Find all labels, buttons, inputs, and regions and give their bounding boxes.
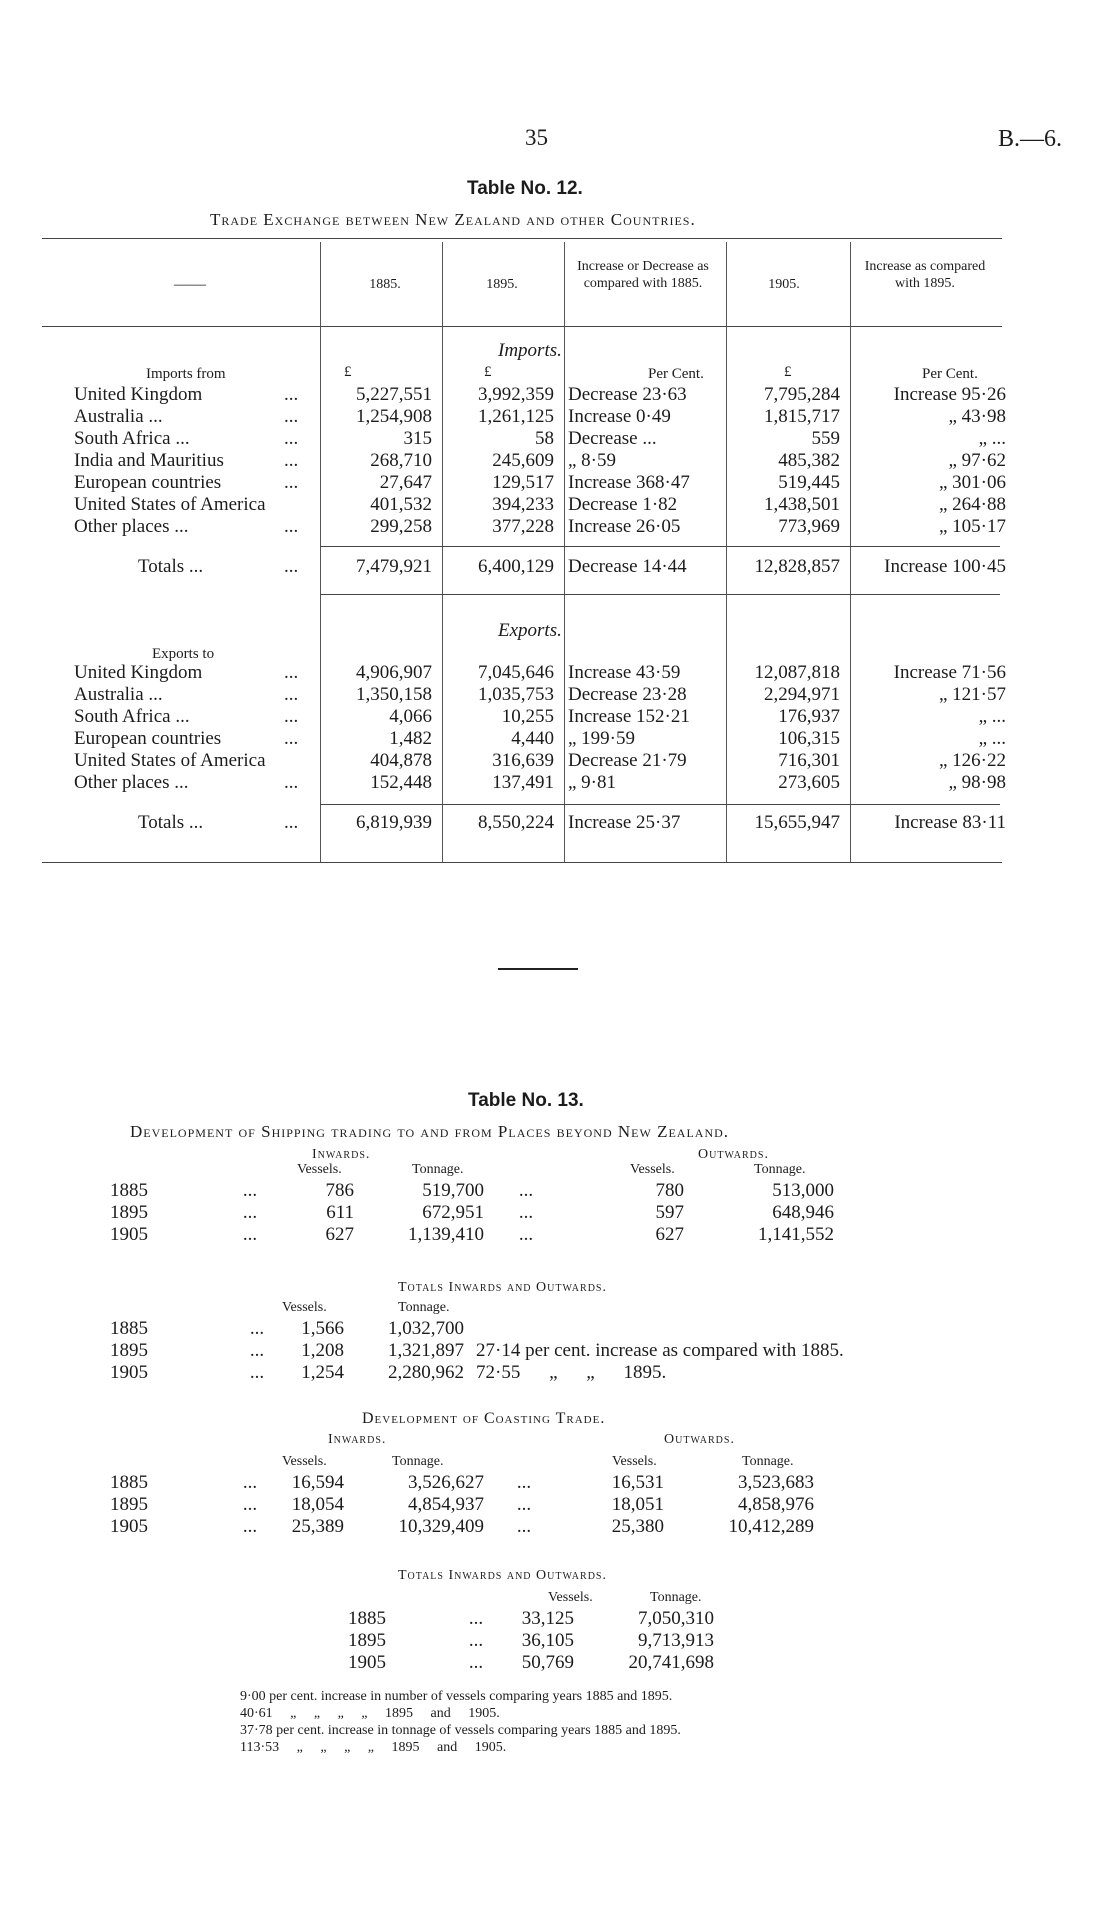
table-row — [110, 1180, 834, 1202]
inwards-vessels: 627 — [325, 1224, 354, 1245]
table-row — [74, 406, 1006, 428]
table-row — [74, 472, 1006, 494]
year: 1905 — [110, 1224, 148, 1245]
value-1905: 716,301 — [778, 750, 840, 771]
leader-dots: ... — [516, 1472, 532, 1493]
table-row — [110, 1318, 964, 1340]
value-1885: 152,448 — [370, 772, 432, 793]
value-1885: 401,532 — [370, 494, 432, 515]
value-1895: 316,639 — [492, 750, 554, 771]
coasting-out-tonnage-label: Tonnage. — [742, 1454, 794, 1469]
totals-tonnage-label: Tonnage. — [398, 1300, 450, 1315]
leader-dots: ... — [242, 1180, 258, 1201]
leader-dots: ... — [284, 812, 299, 833]
leader-dots: ... — [242, 1472, 258, 1493]
value-1905: 519,445 — [778, 472, 840, 493]
page-number: 35 — [525, 125, 548, 150]
year: 1885 — [110, 1318, 148, 1339]
change-1895: „ 105·17 — [938, 516, 1006, 537]
total-vessels: 1,566 — [301, 1318, 344, 1339]
inwards-tonnage: 519,700 — [422, 1180, 484, 1201]
value-1905: 2,294,971 — [764, 684, 840, 705]
change-1885: Decrease 1·82 — [568, 494, 678, 515]
inwards-tonnage: 4,854,937 — [408, 1494, 484, 1515]
change-1895: „ ... — [978, 428, 1006, 449]
coasting-totals-tonnage-label: Tonnage. — [650, 1590, 702, 1605]
value-1885: 404,878 — [370, 750, 432, 771]
value-1905: 7,795,284 — [764, 384, 840, 405]
coasting-inwards-label: Inwards. — [328, 1432, 387, 1447]
leader-dots: ... — [284, 516, 299, 537]
total-change-1885: Increase 25·37 — [568, 812, 681, 833]
value-1895: 377,228 — [492, 516, 554, 537]
value-1895: 394,233 — [492, 494, 554, 515]
leader-dots: ... — [468, 1652, 484, 1673]
shipping-in-vessels-label: Vessels. — [297, 1162, 342, 1177]
value-1885: 315 — [403, 428, 432, 449]
year: 1885 — [110, 1472, 148, 1493]
value-1905: 485,382 — [778, 450, 840, 471]
table-row — [74, 494, 1006, 516]
value-1895: 1,035,753 — [478, 684, 554, 705]
change-1895: „ ... — [978, 706, 1006, 727]
imports-bottom-rule — [320, 594, 1000, 595]
country: India and Mauritius — [74, 450, 224, 471]
leader-dots: ... — [468, 1630, 484, 1651]
imports-section-title: Imports. — [498, 340, 562, 361]
leader-dots: ... — [518, 1180, 534, 1201]
coasting-in-vessels-label: Vessels. — [282, 1454, 327, 1469]
country: Australia ... — [74, 406, 163, 427]
table-row — [110, 1340, 964, 1362]
table12-top-rule — [42, 238, 1002, 239]
table-row — [348, 1630, 714, 1652]
table-row — [74, 772, 1006, 794]
total-1895: 8,550,224 — [478, 812, 554, 833]
outwards-vessels: 780 — [655, 1180, 684, 1201]
leader-dots: ... — [516, 1516, 532, 1537]
table-row — [74, 384, 1006, 406]
change-1895: „ 301·06 — [938, 472, 1006, 493]
exports-totals — [74, 812, 1006, 834]
leader-dots: ... — [284, 428, 299, 449]
outwards-tonnage: 1,141,552 — [758, 1224, 834, 1245]
table-row — [348, 1652, 714, 1674]
table-row — [110, 1516, 814, 1538]
change-1895: Increase 71·56 — [893, 662, 1006, 683]
imports-totals — [74, 556, 1006, 578]
inwards-tonnage: 10,329,409 — [398, 1516, 484, 1537]
change-1885: „ 199·59 — [568, 728, 636, 749]
header-change-1885: Increase or Decrease as compared with 1885. — [577, 259, 709, 291]
value-1905: 273,605 — [778, 772, 840, 793]
change-1885: „ 9·81 — [568, 772, 617, 793]
country: European countries — [74, 472, 222, 493]
table-row — [74, 450, 1006, 472]
leader-dots: ... — [284, 662, 299, 683]
year: 1905 — [348, 1652, 386, 1673]
year: 1895 — [348, 1630, 386, 1651]
year: 1905 — [110, 1516, 148, 1537]
footnote: 37·78 per cent. increase in tonnage of vessels comparing years 1885 and 1895. — [240, 1723, 681, 1738]
value-1905: 559 — [811, 428, 840, 449]
value-1905: 1,438,501 — [764, 494, 840, 515]
value-1885: 1,350,158 — [356, 684, 432, 705]
table-row — [74, 728, 1006, 750]
coasting-in-tonnage-label: Tonnage. — [392, 1454, 444, 1469]
footnote: 113·53 „ „ „ „ 1895 and 1905. — [240, 1740, 507, 1755]
leader-dots: ... — [284, 472, 299, 493]
shipping-totals-title: Totals Inwards and Outwards. — [398, 1280, 607, 1295]
header-1905: 1905. — [768, 277, 800, 292]
leader-dots: ... — [249, 1340, 265, 1361]
value-1905: 106,315 — [778, 728, 840, 749]
shipping-in-tonnage-label: Tonnage. — [412, 1162, 464, 1177]
header-1895: 1895. — [486, 277, 518, 292]
shipping-outwards-label: Outwards. — [698, 1147, 769, 1162]
country: United States of America — [74, 750, 266, 771]
table-row — [74, 516, 1006, 538]
year: 1895 — [110, 1202, 148, 1223]
total-tonnage: 20,741,698 — [628, 1652, 714, 1673]
value-1905: 773,969 — [778, 516, 840, 537]
value-1905: 176,937 — [778, 706, 840, 727]
total-change-1895: Increase 100·45 — [884, 556, 1006, 577]
table12-subtitle: Trade Exchange between New Zealand and other Countries. — [210, 210, 696, 229]
change-1885: Decrease 23·28 — [568, 684, 687, 705]
coasting-outwards-label: Outwards. — [664, 1432, 735, 1447]
header-change-1895: Increase as compared with 1895. — [864, 259, 986, 291]
total-vessels: 33,125 — [521, 1608, 574, 1629]
value-1895: 1,261,125 — [478, 406, 554, 427]
total-tonnage: 1,032,700 — [388, 1318, 464, 1339]
footnote: 40·61 „ „ „ „ 1895 and 1905. — [240, 1706, 500, 1721]
change-1885: Decrease 21·79 — [568, 750, 687, 771]
footnotes — [240, 1688, 681, 1756]
leader-dots: ... — [518, 1202, 534, 1223]
coasting-title: Development of Coasting Trade. — [362, 1410, 606, 1427]
leader-dots: ... — [284, 684, 299, 705]
leader-dots: ... — [242, 1494, 258, 1515]
exports-table — [74, 662, 1006, 794]
shipping-out-vessels-label: Vessels. — [630, 1162, 675, 1177]
country: United Kingdom — [74, 384, 203, 405]
change-1885: Increase 152·21 — [568, 706, 690, 727]
year: 1885 — [110, 1180, 148, 1201]
country: South Africa ... — [74, 706, 190, 727]
table13-title: Table No. 13. — [468, 1090, 584, 1111]
total-vessels: 1,208 — [301, 1340, 344, 1361]
exports-to-label: Exports to — [152, 646, 215, 662]
value-1895: 245,609 — [492, 450, 554, 471]
change-1885: Decrease 23·63 — [568, 384, 687, 405]
leader-dots: ... — [284, 706, 299, 727]
change-1885: Decrease ... — [568, 428, 657, 449]
shipping-out-tonnage-label: Tonnage. — [754, 1162, 806, 1177]
table12-header-rule — [42, 326, 1002, 327]
year: 1905 — [110, 1362, 148, 1383]
unit-change-1895: Per Cent. — [922, 366, 978, 382]
total-tonnage: 2,280,962 — [388, 1362, 464, 1383]
comparison-note: 72·55 „ „ 1895. — [476, 1362, 667, 1383]
totals-row — [74, 556, 1006, 578]
outwards-tonnage: 513,000 — [772, 1180, 834, 1201]
total-1905: 15,655,947 — [754, 812, 840, 833]
inwards-tonnage: 672,951 — [422, 1202, 484, 1223]
change-1895: „ 121·57 — [938, 684, 1006, 705]
leader-dots: ... — [249, 1318, 265, 1339]
page-reference: B.—6. — [998, 126, 1063, 152]
value-1885: 4,066 — [389, 706, 432, 727]
change-1885: Increase 0·49 — [568, 406, 671, 427]
table12-title: Table No. 12. — [467, 178, 583, 199]
country: South Africa ... — [74, 428, 190, 449]
comparison-note — [464, 1318, 964, 1340]
inwards-vessels: 25,389 — [291, 1516, 344, 1537]
leader-dots: ... — [284, 556, 299, 577]
table-row — [110, 1202, 834, 1224]
inwards-vessels: 16,594 — [291, 1472, 344, 1493]
leader-dots: ... — [284, 772, 299, 793]
value-1885: 5,227,551 — [356, 384, 432, 405]
outwards-tonnage: 10,412,289 — [728, 1516, 814, 1537]
outwards-vessels: 25,380 — [611, 1516, 664, 1537]
total-tonnage: 9,713,913 — [638, 1630, 714, 1651]
total-change-1885: Decrease 14·44 — [568, 556, 687, 577]
change-1885: Increase 26·05 — [568, 516, 681, 537]
leader-dots: ... — [284, 406, 299, 427]
coasting-totals-table — [348, 1608, 714, 1674]
inwards-tonnage: 1,139,410 — [408, 1224, 484, 1245]
imports-from-label: Imports from — [146, 366, 226, 382]
value-1885: 1,254,908 — [356, 406, 432, 427]
change-1895: „ 98·98 — [948, 772, 1006, 793]
outwards-vessels: 597 — [655, 1202, 684, 1223]
total-tonnage: 1,321,897 — [388, 1340, 464, 1361]
table-row — [110, 1224, 834, 1246]
change-1885: Increase 368·47 — [568, 472, 690, 493]
country: Australia ... — [74, 684, 163, 705]
outwards-vessels: 16,531 — [611, 1472, 664, 1493]
total-1905: 12,828,857 — [754, 556, 840, 577]
leader-dots: ... — [518, 1224, 534, 1245]
leader-dots: ... — [242, 1224, 258, 1245]
shipping-table — [110, 1180, 834, 1246]
leader-dots: ... — [249, 1362, 265, 1383]
inwards-vessels: 611 — [326, 1202, 354, 1223]
value-1895: 137,491 — [492, 772, 554, 793]
shipping-totals-table — [110, 1318, 964, 1384]
table-row — [110, 1472, 814, 1494]
unit-1885: £ — [344, 364, 352, 380]
table-row — [74, 706, 1006, 728]
total-1895: 6,400,129 — [478, 556, 554, 577]
table-row — [348, 1608, 714, 1630]
year: 1885 — [348, 1608, 386, 1629]
value-1885: 299,258 — [370, 516, 432, 537]
table-row — [74, 750, 1006, 772]
country: United Kingdom — [74, 662, 203, 683]
value-1885: 4,906,907 — [356, 662, 432, 683]
inwards-vessels: 786 — [325, 1180, 354, 1201]
change-1895: „ ... — [978, 728, 1006, 749]
change-1895: „ 97·62 — [948, 450, 1006, 471]
imports-table — [74, 384, 1006, 538]
leader-dots: ... — [284, 384, 299, 405]
value-1895: 3,992,359 — [478, 384, 554, 405]
exports-sum-rule — [320, 804, 1000, 805]
total-1885: 7,479,921 — [356, 556, 432, 577]
totals-label: Totals ... — [138, 812, 204, 833]
exports-section-title: Exports. — [498, 620, 562, 641]
table-row — [74, 428, 1006, 450]
inwards-vessels: 18,054 — [291, 1494, 344, 1515]
total-change-1895: Increase 83·11 — [894, 812, 1006, 833]
comparison-note: 27·14 per cent. increase as compared with 1885. — [476, 1340, 844, 1361]
unit-change-1885: Per Cent. — [648, 366, 704, 382]
total-vessels: 50,769 — [521, 1652, 574, 1673]
value-1895: 7,045,646 — [478, 662, 554, 683]
totals-vessels-label: Vessels. — [282, 1300, 327, 1315]
coasting-totals-title: Totals Inwards and Outwards. — [398, 1568, 607, 1583]
table12-bottom-rule — [42, 862, 1002, 863]
country: Other places ... — [74, 772, 189, 793]
unit-1905: £ — [784, 364, 792, 380]
value-1895: 129,517 — [492, 472, 554, 493]
leader-dots: ... — [284, 728, 299, 749]
header-blank: —— — [174, 276, 206, 293]
year: 1895 — [110, 1340, 148, 1361]
leader-dots: ... — [242, 1516, 258, 1537]
footnote: 9·00 per cent. increase in number of vessels comparing years 1885 and 1895. — [240, 1689, 673, 1704]
total-vessels: 36,105 — [521, 1630, 574, 1651]
header-1885: 1885. — [369, 277, 401, 292]
unit-1895: £ — [484, 364, 492, 380]
value-1895: 10,255 — [501, 706, 554, 727]
value-1905: 12,087,818 — [754, 662, 840, 683]
change-1895: „ 126·22 — [938, 750, 1006, 771]
year: 1895 — [110, 1494, 148, 1515]
coasting-table — [110, 1472, 814, 1538]
leader-dots: ... — [468, 1608, 484, 1629]
leader-dots: ... — [284, 450, 299, 471]
coasting-totals-vessels-label: Vessels. — [548, 1590, 593, 1605]
country: Other places ... — [74, 516, 189, 537]
value-1885: 268,710 — [370, 450, 432, 471]
outwards-tonnage: 4,858,976 — [738, 1494, 814, 1515]
coasting-out-vessels-label: Vessels. — [612, 1454, 657, 1469]
value-1885: 1,482 — [389, 728, 432, 749]
table-row — [74, 684, 1006, 706]
table-row — [110, 1362, 964, 1384]
table-row — [74, 662, 1006, 684]
value-1905: 1,815,717 — [764, 406, 840, 427]
total-tonnage: 7,050,310 — [638, 1608, 714, 1629]
section-separator — [498, 968, 578, 970]
change-1895: Increase 95·26 — [893, 384, 1006, 405]
outwards-vessels: 627 — [655, 1224, 684, 1245]
country: United States of America — [74, 494, 266, 515]
totals-row — [74, 812, 1006, 834]
change-1885: Increase 43·59 — [568, 662, 681, 683]
change-1895: „ 264·88 — [938, 494, 1006, 515]
change-1895: „ 43·98 — [948, 406, 1006, 427]
leader-dots: ... — [242, 1202, 258, 1223]
total-vessels: 1,254 — [301, 1362, 344, 1383]
shipping-inwards-label: Inwards. — [312, 1147, 371, 1162]
total-1885: 6,819,939 — [356, 812, 432, 833]
value-1895: 4,440 — [511, 728, 554, 749]
inwards-tonnage: 3,526,627 — [408, 1472, 484, 1493]
leader-dots: ... — [516, 1494, 532, 1515]
outwards-vessels: 18,051 — [611, 1494, 664, 1515]
outwards-tonnage: 3,523,683 — [738, 1472, 814, 1493]
table13-subtitle: Development of Shipping trading to and from Places beyond New Zealand. — [130, 1122, 730, 1141]
imports-sum-rule — [320, 546, 1000, 547]
value-1895: 58 — [535, 428, 554, 449]
country: European countries — [74, 728, 222, 749]
value-1885: 27,647 — [379, 472, 432, 493]
table-row — [110, 1494, 814, 1516]
totals-label: Totals ... — [138, 556, 204, 577]
outwards-tonnage: 648,946 — [772, 1202, 834, 1223]
change-1885: „ 8·59 — [568, 450, 617, 471]
